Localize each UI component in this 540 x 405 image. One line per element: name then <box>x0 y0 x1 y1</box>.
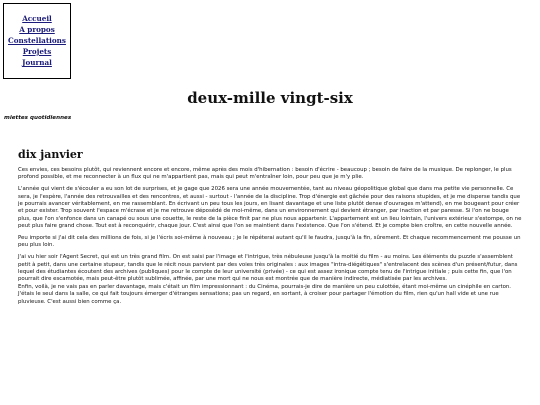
site-title: deux-mille vingt-six <box>187 89 353 107</box>
nav-link-projets[interactable]: Projets <box>22 47 52 56</box>
post-paragraph-5: Enfin, voilà, je ne vais pas en parler davantage, mais c'était un film impressionnant : du Cinéma, pourrais-je dire de manière un peu culottée, étant moi-même un cinéphile en carton. <box>18 283 512 290</box>
site-navigation <box>3 3 71 79</box>
nav-link-journal[interactable]: Journal <box>22 58 52 67</box>
post-body <box>18 167 523 306</box>
post-paragraph-6: J'étais le seul dans la salle, ce qui fait toujours émerger d'étranges sensations; pas un regard, en sortant, à croiser pour partager l'émotion du film, rien qu'un hall vide et une rue pluvieuse. C'est aussi bien comme ça. <box>18 291 499 305</box>
nav-link-accueil[interactable]: Accueil <box>22 14 52 23</box>
post-paragraph-3: Peu importe si j'ai dit cela des millions de fois, si je l'écris soi-même à nouveau ; je le répéterai autant qu'il le faudra, jusqu'à la fin, sûrement. Et chaque recommencement me pousse un peu plus loin. <box>18 235 521 249</box>
post-paragraph-2: L'année qui vient de s'écouler a eu son lot de surprises, et je gage que 2026 sera une année mouvementée, tant au niveau géopolitique global que dans ma petite vie personnelle. Ce sera, je l'espère, l'année des retrouvailles et des rencontres, et aussi - surtout - l'année de la discipline. Trop d'énergie est gâchée pour des raisons stupides, et je me disperse tandis que je pourrais avancer véritablement, en me rassemblant. En écrivant un peu tous les jours, en lisant davantage et une liste plutôt dense d'ouvrages m'attend), en me bougeant pour créer et pour exister. Trop souvent l'espace m'écrase et je me retrouve déposédé de moi-même, dans un environnement qui devient étranger, par inaction et par paresse. Si l'on ne bouge plus, que l'on s'enfonce dans un canapé ou sous une couette, le reste de la pièce finit par ne plus nous appartenir. L'appartement est un lieu lointain, l'univers extérieur s'estompe, on ne peut plus faire grand chose. Tout est à reconquérir, chaque jour. C'est ainsi que l'on se maintient dans l'existence. Que l'on s'étend. Et je compte bien croître, en cette nouvelle année. <box>18 186 522 230</box>
nav-link-a-propos[interactable]: A propos <box>19 25 55 34</box>
post-paragraph-1: Ces envies, ces besoins plutôt, qui reviennent encore et encore, même après des mois d'hibernation : besoin d'écrire - beaucoup ; besoin de faire de la musique. De replonger, le plus profond possible, et me reconnecter à un flux qui ne m'appartient pas, mais qui peut m'entraîner loin, pour peu que je m'y plie. <box>18 167 512 181</box>
nav-link-constellations[interactable]: Constellations <box>8 36 66 45</box>
post-title: dix janvier <box>18 148 83 161</box>
site-tagline: miettes quotidiennes <box>4 115 72 121</box>
post-paragraph-4: J'ai vu hier soir l'Agent Secret, qui est un très grand film. On est saisi par l'image et l'intrigue, très nébuleuse jusqu'à la moitié du film - au moins. Les éléments du puzzle s'assemblent petit à petit, dans une certaine stupeur, tandis que le récit nous parvient par des voies très originales : aux images "intra-diégétiques" s'entrelacent des scènes d'un présent/futur, dans lequel des étudiantes écoutent des archives (publiques) pour le compte de leur université (privée) - ce qui est assez ironique compte tenu de l'intrigue initiale ; puis cette fin, que l'on pourrait dire escamotée, mais peut-être plutôt sublimée, affinée, par une mort qui ne nous est montrée que de manière indirecte, médiatisée par les archives. <box>18 254 518 283</box>
